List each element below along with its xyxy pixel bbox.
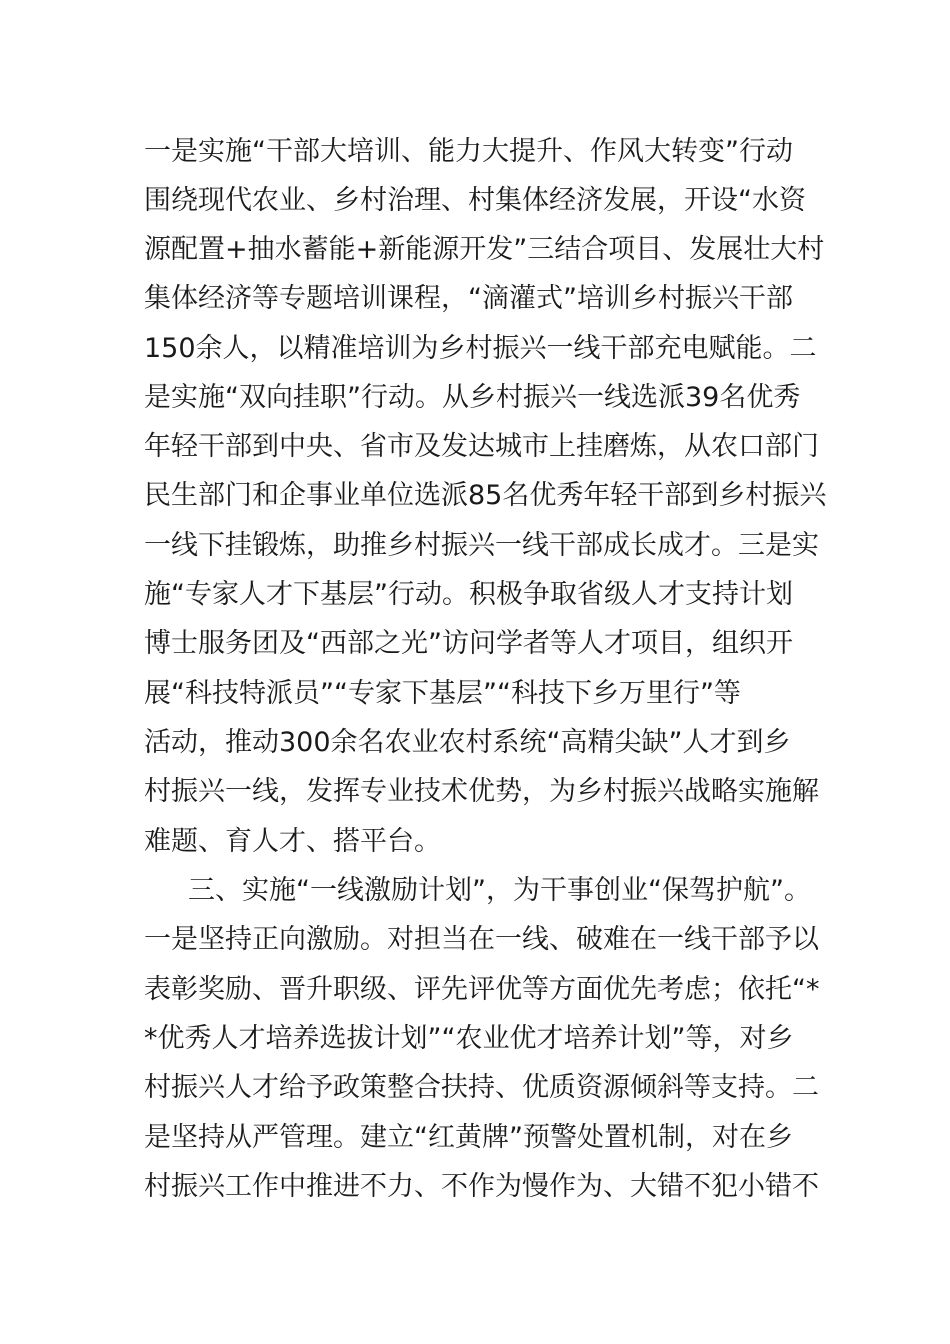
text-line: 施“专家人才下基层”行动。积极争取省级人才支持计划 xyxy=(144,579,793,610)
text-line: 展“科技特派员”“专家下基层”“科技下乡万里行”等 xyxy=(144,678,741,709)
text-line: 集体经济等专题培训课程，“滴灌式”培训乡村振兴干部 xyxy=(144,283,793,314)
text-line: 民生部门和企事业单位选派85名优秀年轻干部到乡村振兴 xyxy=(144,480,827,511)
text-line: 博士服务团及“西部之光”访问学者等人才项目，组织开 xyxy=(144,628,793,659)
text-line: 一是实施“干部大培训、能力大提升、作风大转变”行动 xyxy=(144,136,793,167)
text-line: 是实施“双向挂职”行动。从乡村振兴一线选派39名优秀 xyxy=(144,382,801,413)
text-line: 一是坚持正向激励。对担当在一线、破难在一线干部予以 xyxy=(144,924,819,955)
text-line: 围绕现代农业、乡村治理、村集体经济发展，开设“水资 xyxy=(144,185,806,216)
text-line: 村振兴人才给予政策整合扶持、优质资源倾斜等支持。二 xyxy=(144,1072,819,1103)
text-line: 村振兴工作中推进不力、不作为慢作为、大错不犯小错不 xyxy=(144,1171,819,1202)
text-line: *优秀人才培养选拔计划”“农业优才培养计划”等，对乡 xyxy=(144,1023,794,1054)
text-line: 难题、育人才、搭平台。 xyxy=(144,826,441,857)
text-line: 150余人，以精准培训为乡村振兴一线干部充电赋能。二 xyxy=(144,333,817,364)
text-line: 表彰奖励、晋升职级、评先评优等方面优先考虑；依托“* xyxy=(144,974,820,1005)
text-line: 是坚持从严管理。建立“红黄牌”预警处置机制，对在乡 xyxy=(144,1122,793,1153)
text-line: 活动，推动300余名农业农村系统“高精尖缺”人才到乡 xyxy=(144,727,791,758)
text-line: 源配置+抽水蓄能+新能源开发”三结合项目、发展壮大村 xyxy=(144,234,825,265)
text-line: 村振兴一线，发挥专业技术优势，为乡村振兴战略实施解 xyxy=(144,776,819,807)
text-line: 一线下挂锻炼，助推乡村振兴一线干部成长成才。三是实 xyxy=(144,530,819,561)
text-line: 年轻干部到中央、省市及发达城市上挂磨炼，从农口部门 xyxy=(144,431,819,462)
section-heading: 三、实施“一线激励计划”，为干事创业“保驾护航”。 xyxy=(188,875,811,906)
